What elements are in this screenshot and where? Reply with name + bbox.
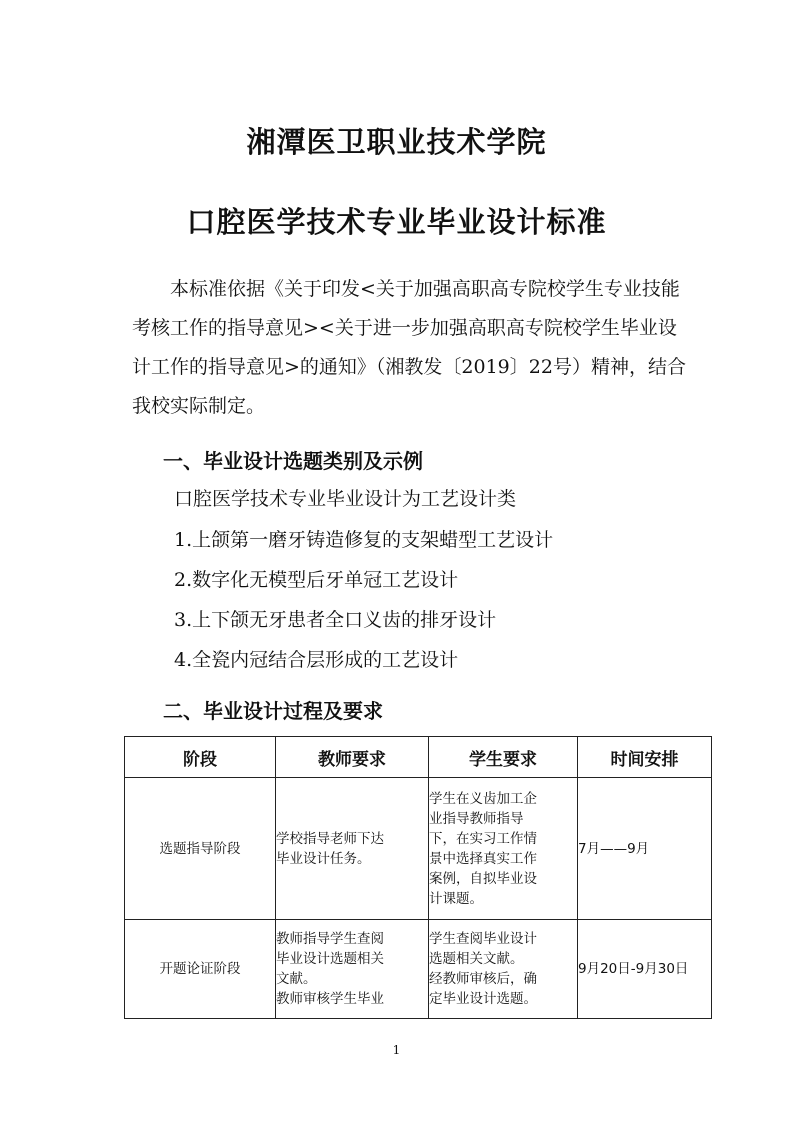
topic-example-item: 3.上下颌无牙患者全口义齿的排牙设计 — [174, 609, 497, 631]
topic-example-item: 4.全瓷内冠结合层形成的工艺设计 — [174, 649, 459, 671]
document-title: 湘潭医卫职业技术学院 — [246, 125, 547, 159]
teacher-requirement-cell: 学校指导老师下达 毕业设计任务。 — [276, 778, 429, 920]
student-requirement-cell: 学生在义齿加工企 业指导教师指导 下，在实习工作情 景中选择真实工作 案例，自拟毕业设 计课题。 — [429, 778, 578, 920]
stage-cell: 选题指导阶段 — [125, 778, 276, 920]
stage-cell: 开题论证阶段 — [125, 920, 276, 1019]
page-number: 1 — [392, 1043, 401, 1057]
table-header-row — [125, 737, 712, 778]
header-student-requirements: 学生要求 — [429, 737, 578, 778]
intro-paragraph: 本标准依据《关于印发<关于加强高职高专院校学生专业技能考核工作的指导意见><关于进一步加强高职高专院校学生毕业设计工作的指导意见>的通知》（湘教发〔2019〕22号）精神，结合我校实际制定。 — [132, 278, 686, 417]
section-1-heading: 一、毕业设计选题类别及示例 — [163, 449, 423, 473]
teacher-requirement-cell: 教师指导学生查阅 毕业设计选题相关 文献。 教师审核学生毕业 — [276, 920, 429, 1019]
header-schedule: 时间安排 — [578, 737, 712, 778]
section-1-category: 口腔医学技术专业毕业设计为工艺设计类 — [174, 488, 517, 510]
topic-example-item: 1.上颌第一磨牙铸造修复的支架蜡型工艺设计 — [174, 529, 554, 551]
process-table — [124, 736, 712, 1019]
section-2-heading: 二、毕业设计过程及要求 — [163, 699, 383, 723]
header-teacher-requirements: 教师要求 — [276, 737, 429, 778]
document-subtitle: 口腔医学技术专业毕业设计标准 — [186, 205, 607, 239]
table-row — [125, 920, 712, 1019]
topic-example-item: 2.数字化无模型后牙单冠工艺设计 — [174, 569, 459, 591]
schedule-cell: 9月20日-9月30日 — [578, 920, 712, 1019]
header-stage: 阶段 — [125, 737, 276, 778]
schedule-cell: 7月——9月 — [578, 778, 712, 920]
student-requirement-cell: 学生查阅毕业设计 选题相关文献。 经教师审核后，确 定毕业设计选题。 — [429, 920, 578, 1019]
table-row — [125, 778, 712, 920]
